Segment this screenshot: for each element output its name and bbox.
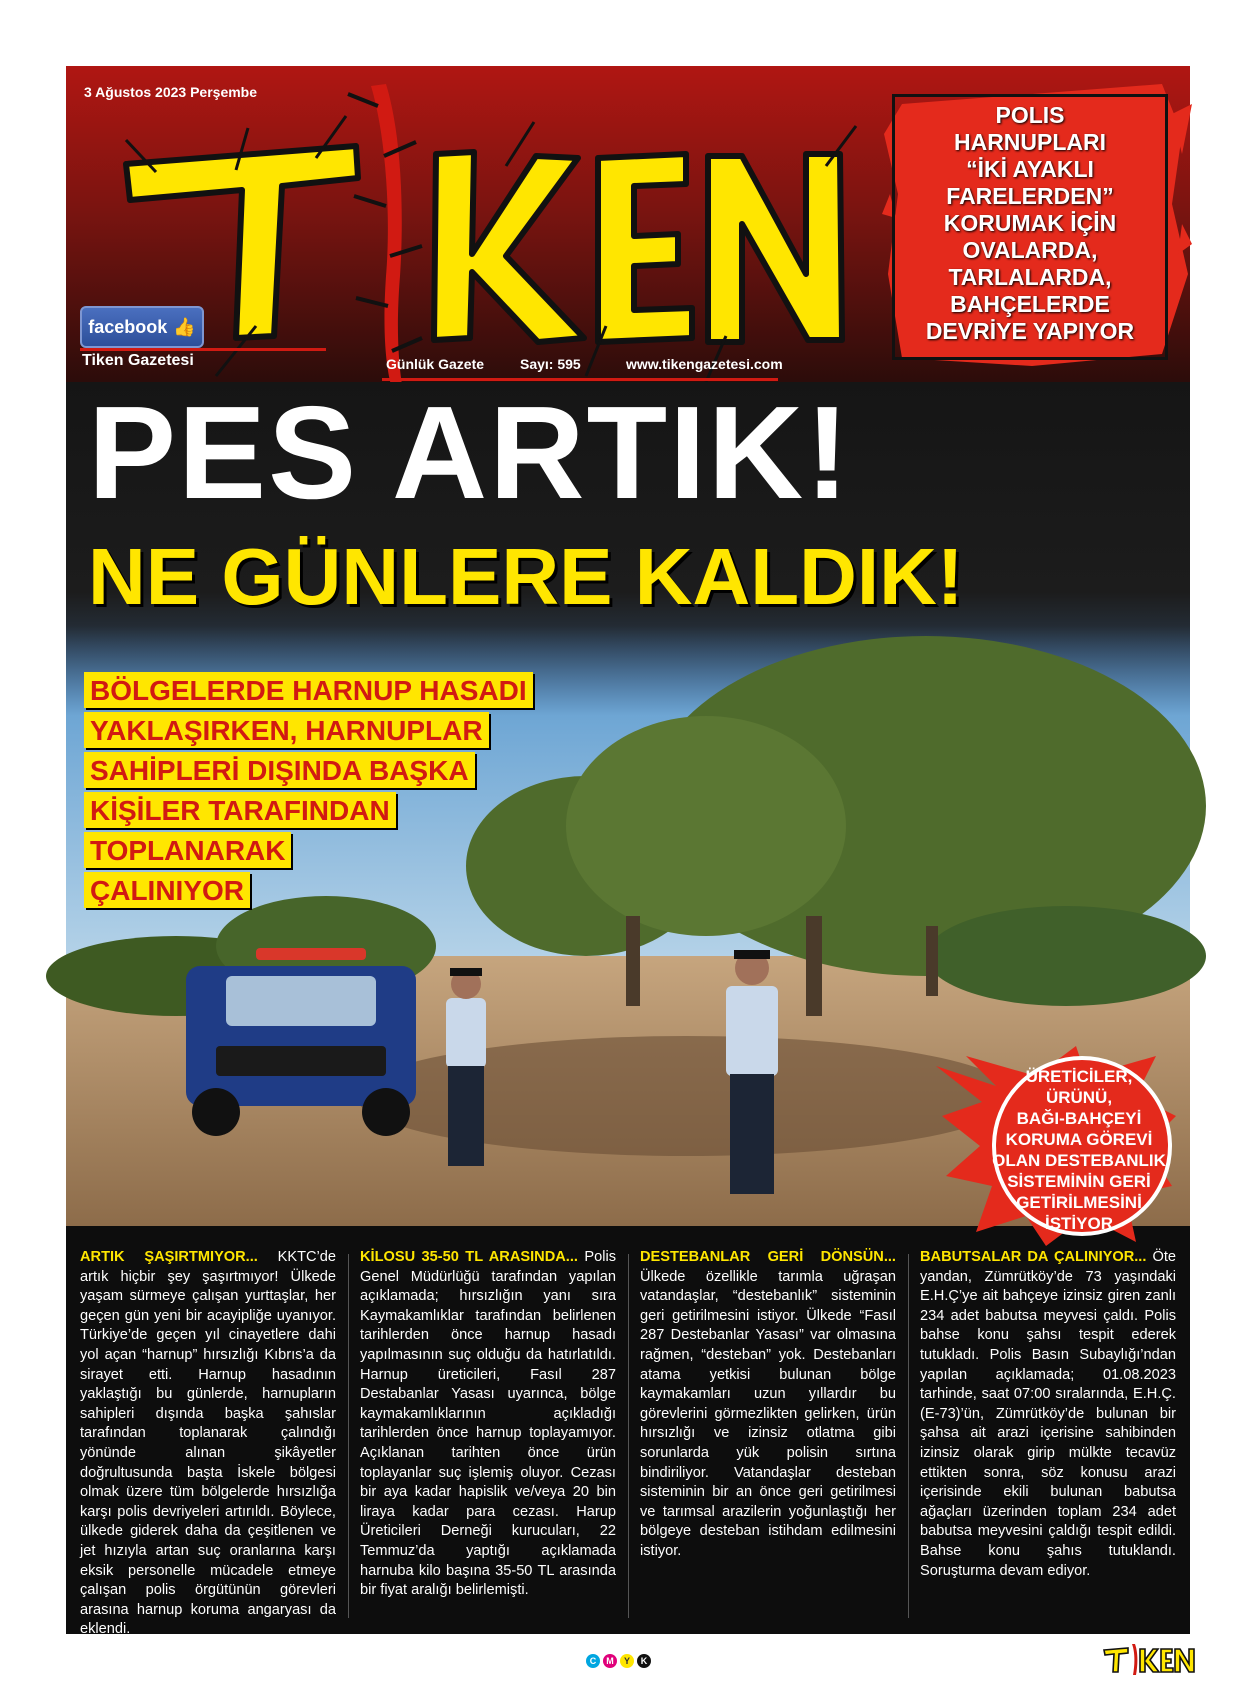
callout-line: BAĞI-BAHÇEYİ xyxy=(1016,1109,1142,1128)
column-divider xyxy=(628,1254,629,1618)
column-lead: KİLOSU 35-50 TL ARASINDA... xyxy=(360,1249,578,1265)
magenta-mark: M xyxy=(603,1654,617,1668)
column-divider xyxy=(348,1254,349,1618)
main-headline: PES ARTIK! xyxy=(88,379,852,526)
thumbs-up-icon: 👍 xyxy=(173,316,196,337)
column-lead: BABUTSALAR DA ÇALINIYOR... xyxy=(920,1249,1147,1265)
callout-line: OLAN DESTEBANLIK xyxy=(992,1151,1166,1170)
callout-text xyxy=(990,1066,1168,1234)
callout-line: SİSTEMİNİN GERİ xyxy=(1007,1172,1151,1191)
callout-line: ÜRÜNÜ, xyxy=(1045,1088,1113,1107)
callout-line: KORUMA GÖREVİ xyxy=(1005,1130,1153,1149)
secondary-headline: NE GÜNLERE KALDIK! xyxy=(88,532,964,621)
top-story-line: TARLALARDA, xyxy=(948,264,1112,290)
article-column-2 xyxy=(360,1248,616,1624)
article-columns xyxy=(80,1248,1176,1638)
column-text: Öte yandan, Zümrütköy’de 73 yaşındaki E.H.Ç’ye ait bahçeye izinsiz giren zanlı 234 adet babutsa meyvesi çaldı. Polis bahse konu şahsı tespit ederek tutukladı. Polis Basın Subaylığı’ndan yapılan açıklamada; 01.08.2023 tarhinde, saat 07:00 sıralarında, E.H.Ç.(E-73)’ün, Zümrütköy’de bulunan bir şahsa ait arazi içerisine sahibinden izinsiz olarak girip mülkte tecavüz ettikten sonra, söz konusu arazi içerisinde ekili bulunan babutsa ağaçları üzerinden toplam 234 adet babutsa meyvesini çaldığı tespit edildi. Bahse konu şahıs tutuklandı. Soruşturma devam ediyor. xyxy=(920,1249,1176,1579)
column-text: Ülkede özellikle tarımla uğraşan vatandaşlar, “destebanlık” sisteminin geri getirilmesini istiyor. Ülkede “Fasıl 287 Destebanlar Yasası” var olmasına rağmen, “desteban” yok. Destebanları atama yetkisi bulunan bölge kaymakamları uzun yıllardır bu görevlerini görmezlikten gelirken, ürün hırsızlığı ve izinsiz otlatma gibi sorunlarda yük polisin sırtına bindiriliyor. Vatandaşlar desteban sisteminin bir an önce geri getirilmesi ve tarımsal arazilerin yoğunlaştığı her bölgeye desteban istihdam edilmesini istiyor. xyxy=(640,1268,896,1559)
facebook-page-name: Tiken Gazetesi xyxy=(82,352,194,369)
callout-badge xyxy=(936,1046,1176,1246)
website-link[interactable]: www.tikengazetesi.com xyxy=(626,356,783,372)
top-story-box xyxy=(882,74,1192,372)
article-column-3 xyxy=(640,1248,896,1624)
facebook-badge[interactable] xyxy=(80,306,204,348)
black-mark: K xyxy=(637,1654,651,1668)
subheadline-line: BÖLGELERDE HARNUP HASADI xyxy=(84,672,533,708)
top-story-line: FARELERDEN” xyxy=(946,183,1114,209)
top-story-line: KORUMAK İÇİN xyxy=(943,210,1117,236)
paper-type: Günlük Gazete xyxy=(386,356,485,372)
yellow-mark: Y xyxy=(620,1654,634,1668)
top-story-line: DEVRİYE YAPIYOR xyxy=(925,318,1135,344)
subheadline-line: TOPLANARAK xyxy=(84,832,291,868)
column-divider xyxy=(908,1254,909,1618)
newspaper-front-page xyxy=(66,66,1190,1638)
column-text: Polis Genel Müdürlüğü tarafından yapılan açıklamada; hırsızlığın yanı sıra Kaymakamlıklar tarafından belirlenen tarihlerden önce harnup hasadı yapılmasının suç olduğu da hatırlatıldı. Harnup üreticileri, Fasıl 287 Destabanlar Yasası uyarınca, bölge kaymakamlıklarının açıkladığı tarihlerden önce harnup toplayamıyor. Açıklanan tarihten önce ürün toplayanlar suç işlemiş oluyor. Cezası bir aya kadar hapislik ve/veya 20 bin liraya kadar para cezası. Harup Üreticileri Derneği kurucuları, 22 Temmuz’da yaptığı açıklamada harnuba kilo başına 35-50 TL arasında bir fiyat aralığı belirlemişti. xyxy=(360,1249,616,1599)
footer-tiken-logo xyxy=(1102,1642,1196,1676)
column-lead: ARTIK ŞAŞIRTMIYOR... xyxy=(80,1249,258,1265)
article-column-4 xyxy=(920,1248,1176,1624)
subheadline-line: SAHİPLERİ DIŞINDA BAŞKA xyxy=(84,752,475,788)
top-story-line: “İKİ AYAKLI xyxy=(966,156,1094,182)
issue-number: Sayı: 595 xyxy=(520,356,581,372)
masthead-divider-left xyxy=(80,348,326,351)
column-text: KKTC’de artık hiçbir şey şaşırtmıyor! Ülkede yaşam sürmeye çalışan yurttaşlar, her geçen gün yeni bir acayipliğe uyanıyor. Türkiye’de geçen yıl cinayetlere dahi yol açan “harnup” hırsızlığı Kıbrıs’a da sirayet etti. Harnup hasadının yaklaştığı bu günlerde, harnupların sahipleri dışında başka şahıslar tarafından toplanarak çalındığı yönünde alınan şikâyetler doğrultusunda başta İskele bölgesi olmak üzere tüm bölgelerde hırsızlığa karşı polis devriyeleri artırıldı. Böylece, ülkede giderek daha da çeşitlenen ve jet hızıyla artan suç oranlarına karşı eksik personelle mücadele etmeye çalışan polis örgütünün görevleri arasına harnup koruma angaryası da eklendi. xyxy=(80,1249,337,1638)
subheadline-line: ÇALINIYOR xyxy=(84,872,250,908)
facebook-label: facebook xyxy=(88,316,168,337)
subheadline-line: KİŞİLER TARAFINDAN xyxy=(84,792,396,828)
top-story-line: BAHÇELERDE xyxy=(950,291,1110,317)
column-lead: DESTEBANLAR GERİ DÖNSÜN... xyxy=(640,1249,896,1265)
top-story-text xyxy=(882,102,1178,345)
callout-line: ÜRETİCİLER, xyxy=(1025,1067,1133,1086)
article-column-1 xyxy=(80,1248,337,1638)
top-story-line: POLIS xyxy=(995,102,1065,128)
callout-line: İSTİYOR xyxy=(1044,1214,1113,1233)
issue-date: 3 Ağustos 2023 Perşembe xyxy=(84,84,258,100)
cmyk-marks xyxy=(586,1654,651,1668)
subheadline xyxy=(84,672,533,912)
top-story-line: HARNUPLARI xyxy=(953,129,1107,155)
callout-line: GETİRİLMESİNİ xyxy=(1016,1193,1142,1212)
top-story-line: OVALARDA, xyxy=(962,237,1098,263)
cyan-mark: C xyxy=(586,1654,600,1668)
subheadline-line: YAKLAŞIRKEN, HARNUPLAR xyxy=(84,712,489,748)
